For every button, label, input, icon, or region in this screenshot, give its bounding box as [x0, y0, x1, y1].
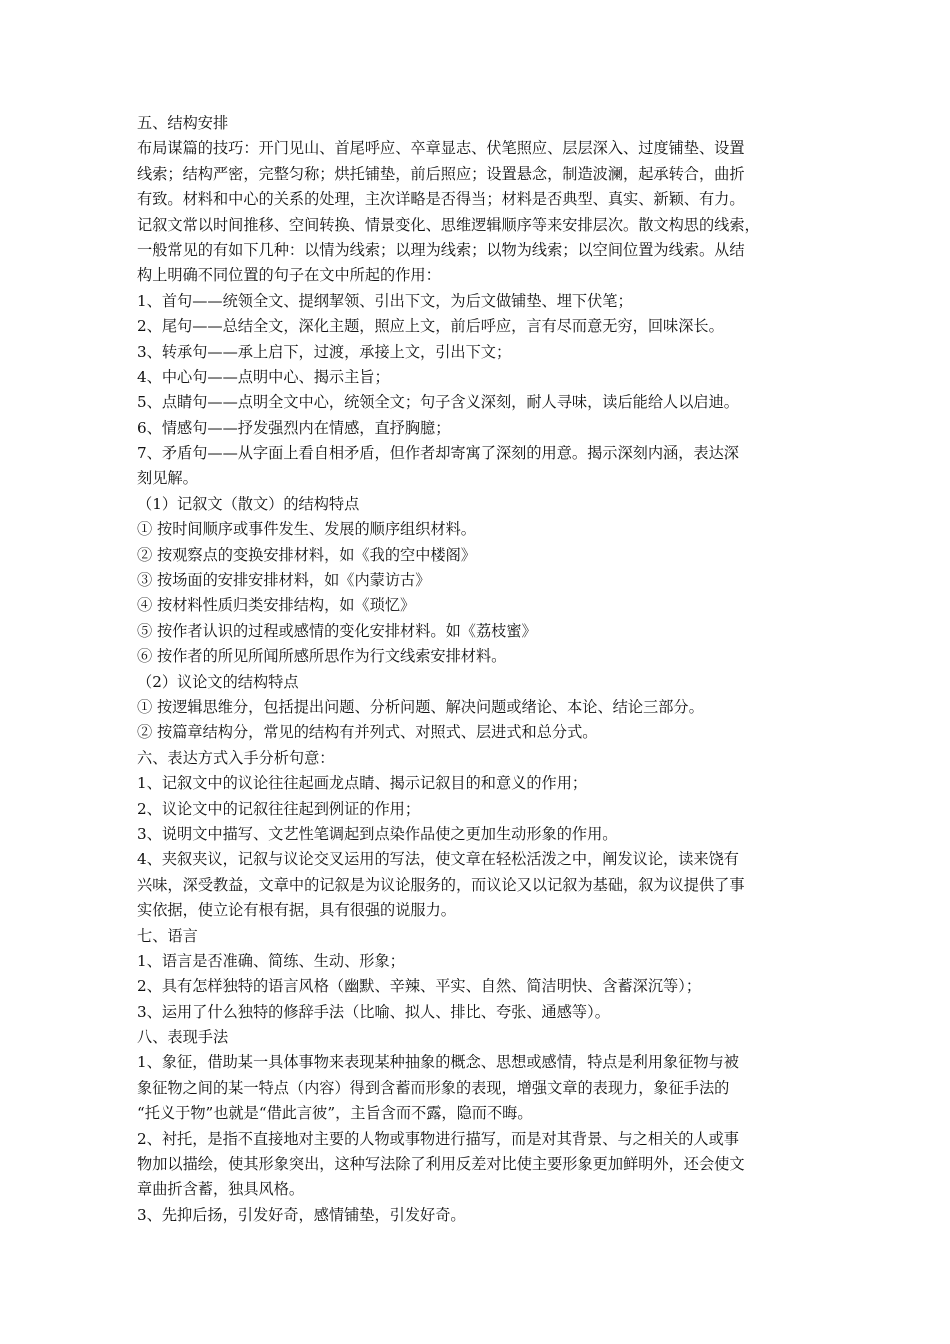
paragraph-line: 一般常见的有如下几种：以情为线索；以理为线索；以物为线索；以空间位置为线索。从结: [137, 240, 745, 259]
section-heading-expression: 六、表达方式入手分析句意：: [137, 748, 335, 767]
list-item: 1、记叙文中的议论往往起画龙点睛、揭示记叙目的和意义的作用；: [137, 774, 588, 793]
list-item: 3、说明文中描写、文艺性笔调起到点染作品使之更加生动形象的作用。: [137, 824, 618, 843]
section-heading-language: 七、语言: [137, 926, 198, 945]
list-item: 5、点睛句——点明全文中心，统领全文；句子含义深刻，耐人寻味，读后能给人以启迪。: [137, 393, 739, 412]
list-item: 1、象征，借助某一具体事物来表现某种抽象的概念、思想或感情，特点是利用象征物与被: [137, 1053, 739, 1072]
list-item: ② 按观察点的变换安排材料，如《我的空中楼阁》: [137, 545, 476, 564]
list-item: 2、具有怎样独特的语言风格（幽默、辛辣、平实、自然、简洁明快、含蓄深沉等）；: [137, 977, 702, 996]
list-item: ⑤ 按作者认识的过程或感情的变化安排材料。如《荔枝蜜》: [137, 621, 537, 640]
document-page: [137, 111, 827, 1228]
section-heading-structure: 五、结构安排: [137, 114, 229, 132]
paragraph-line: 构上明确不同位置的句子在文中所起的作用：: [137, 266, 441, 285]
list-item: ⑥ 按作者的所见所闻所感所思作为行文线索安排材料。: [137, 647, 507, 666]
list-item: 2、尾句——总结全文，深化主题，照应上文，前后呼应，言有尽而意无穷，回味深长。: [137, 317, 724, 336]
list-item-continuation: 章曲折含蓄，独具风格。: [137, 1180, 305, 1199]
list-item-continuation: 兴味，深受教益，文章中的记叙是为议论服务的，而议论又以记叙为基础，叙为议提供了事: [137, 875, 745, 894]
list-item-continuation: 实依据，使立论有根有据，具有很强的说服力。: [137, 901, 456, 920]
list-item: 6、情感句——抒发强烈内在情感，直抒胸臆；: [137, 418, 451, 437]
list-item-continuation: 象征物之间的某一特点（内容）得到含蓄而形象的表现，增强文章的表现力，象征手法的: [137, 1078, 730, 1097]
list-item: ④ 按材料性质归类安排结构，如《琐忆》: [137, 596, 416, 615]
list-item: 1、语言是否准确、简练、生动、形象；: [137, 951, 405, 970]
list-item: 4、夹叙夹议，记叙与议论交叉运用的写法，使文章在轻松活泼之中，阐发议论，读来饶有: [137, 850, 739, 869]
list-item-continuation: 刻见解。: [137, 469, 198, 488]
list-item: ① 按时间顺序或事件发生、发展的顺序组织材料。: [137, 520, 476, 539]
section-heading-techniques: 八、表现手法: [137, 1028, 229, 1047]
paragraph-line: 记叙文常以时间推移、空间转换、情景变化、思维逻辑顺序等来安排层次。散文构思的线索，: [137, 215, 760, 234]
list-item: ② 按篇章结构分，常见的结构有并列式、对照式、层进式和总分式。: [137, 723, 598, 742]
list-item: 3、运用了什么独特的修辞手法（比喻、拟人、排比、夸张、通感等）。: [137, 1002, 610, 1021]
list-item: 2、议论文中的记叙往往起到例证的作用；: [137, 799, 421, 818]
list-item: 1、首句——统领全文、提纲挈领、引出下文，为后文做铺垫、埋下伏笔；: [137, 291, 633, 310]
list-item: 7、矛盾句——从字面上看自相矛盾，但作者却寄寓了深刻的用意。揭示深刻内涵，表达深: [137, 444, 739, 463]
paragraph-line: 线索；结构严密，完整匀称；烘托铺垫，前后照应；设置悬念，制造波澜，起承转合，曲折: [137, 164, 745, 183]
list-item-continuation: 物加以描绘，使其形象突出，这种写法除了利用反差对比使主要形象更加鲜明外，还会使文: [137, 1155, 745, 1174]
subsection-heading-argumentative: （2）议论文的结构特点: [137, 672, 299, 691]
list-item: ③ 按场面的安排安排材料，如《内蒙访古》: [137, 571, 431, 590]
paragraph-line: 布局谋篇的技巧：开门见山、首尾呼应、卒章显志、伏笔照应、层层深入、过度铺垫、设置: [137, 139, 745, 158]
subsection-heading-narrative: （1）记叙文（散文）的结构特点: [137, 494, 360, 513]
list-item: 3、转承句——承上启下，过渡，承接上文，引出下文；: [137, 342, 512, 361]
list-item: 2、衬托，是指不直接地对主要的人物或事物进行描写，而是对其背景、与之相关的人或事: [137, 1129, 739, 1148]
list-item-continuation: “托义于物”也就是“借此言彼”，主旨含而不露，隐而不晦。: [137, 1104, 533, 1123]
list-item: 4、中心句——点明中心、揭示主旨；: [137, 367, 390, 386]
paragraph-line: 有致。材料和中心的关系的处理，主次详略是否得当；材料是否典型、真实、新颖、有力。: [137, 190, 745, 209]
list-item: 3、先抑后扬，引发好奇，感情铺垫，引发好奇。: [137, 1205, 466, 1224]
list-item: ① 按逻辑思维分，包括提出问题、分析问题、解决问题或绪论、本论、结论三部分。: [137, 697, 704, 716]
